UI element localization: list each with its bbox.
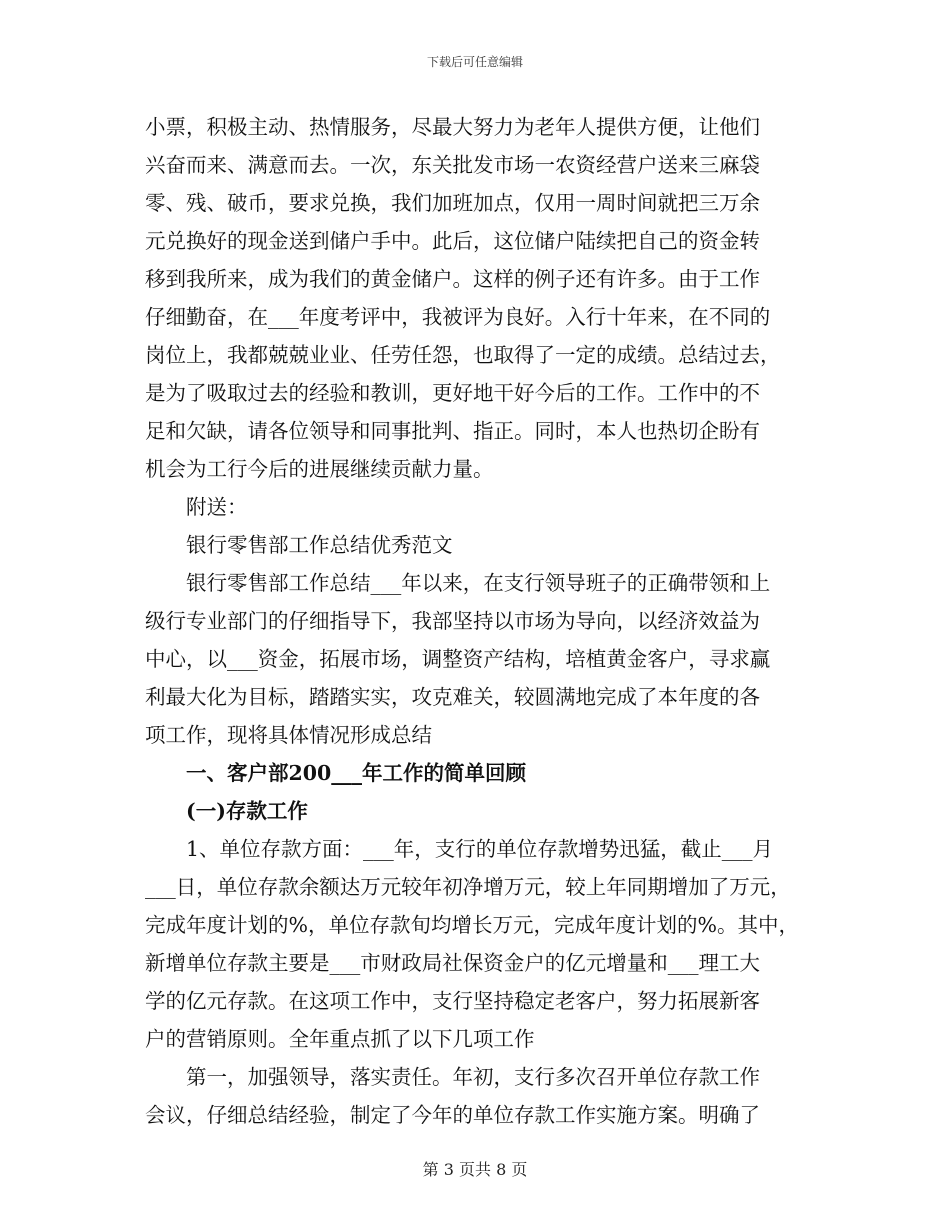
text-line: 中心，以___资金，拓展市场，调整资产结构，培植黄金客户，寻求赢 (145, 647, 771, 671)
text-line: 完成年度计划的%，单位存款旬均增长万元，完成年度计划的%。其中， (145, 913, 799, 937)
text-line: 岗位上，我都兢兢业业、任劳任怨，也取得了一定的成绩。总结过去， (145, 343, 781, 367)
text-line: 会议，仔细总结经验，制定了今年的单位存款工作实施方案。明确了 (145, 1103, 760, 1127)
text-line: 级行专业部门的仔细指导下，我部坚持以市场为导向，以经济效益为 (145, 609, 760, 633)
text-line: (一)存款工作 (186, 799, 308, 823)
text-line: 新增单位存款主要是___市财政局社保资金户的亿元增量和___理工大 (145, 951, 760, 975)
text-line: 小票，积极主动、热情服务，尽最大努力为老年人提供方便，让他们 (145, 115, 760, 139)
text-line: 学的亿元存款。在这项工作中，支行坚持稳定老客户，努力拓展新客 (145, 989, 760, 1013)
text-line: 第一，加强领导，落实责任。年初，支行多次召开单位存款工作 (186, 1065, 760, 1089)
text-line: 仔细勤奋，在___年度考评中，我被评为良好。入行十年来，在不同的 (145, 305, 771, 329)
text-line: 银行零售部工作总结优秀范文 (186, 533, 453, 557)
page-header: 下载后可任意编辑 (426, 55, 523, 69)
text-line: 足和欠缺，请各位领导和同事批判、指正。同时，本人也热切企盼有 (145, 419, 760, 443)
text-line: 移到我所来，成为我们的黄金储户。这样的例子还有许多。由于工作 (145, 267, 760, 291)
page-footer: 第 3 页共 8 页 (422, 1160, 528, 1179)
text-line: 利最大化为目标，踏踏实实，攻克难关，较圆满地完成了本年度的各 (145, 685, 760, 709)
text-line: 零、残、破币，要求兑换，我们加班加点，仅用一周时间就把三万余 (145, 191, 760, 215)
text-line: 1、单位存款方面：___年，支行的单位存款增势迅猛，截止___月 (186, 837, 774, 861)
text-line: ___日，单位存款余额达万元较年初净增万元，较上年同期增加了万元， (145, 875, 791, 899)
text-line: 项工作，现将具体情况形成总结 (145, 723, 432, 747)
text-line: 机会为工行今后的进展继续贡献力量。 (145, 457, 494, 481)
text-line: 兴奋而来、满意而去。一次，东关批发市场一农资经营户送来三麻袋 (145, 153, 760, 177)
text-line: 是为了吸取过去的经验和教训，更好地干好今后的工作。工作中的不 (145, 381, 760, 405)
text-line: 一、客户部200___年工作的简单回顾 (186, 761, 527, 785)
text-line: 银行零售部工作总结___年以来，在支行领导班子的正确带领和上 (186, 571, 771, 595)
document-body (145, 108, 815, 1134)
text-line: 附送： (186, 495, 248, 519)
text-line: 户的营销原则。全年重点抓了以下几项工作 (145, 1027, 535, 1051)
text-line: 元兑换好的现金送到储户手中。此后，这位储户陆续把自己的资金转 (145, 229, 760, 253)
